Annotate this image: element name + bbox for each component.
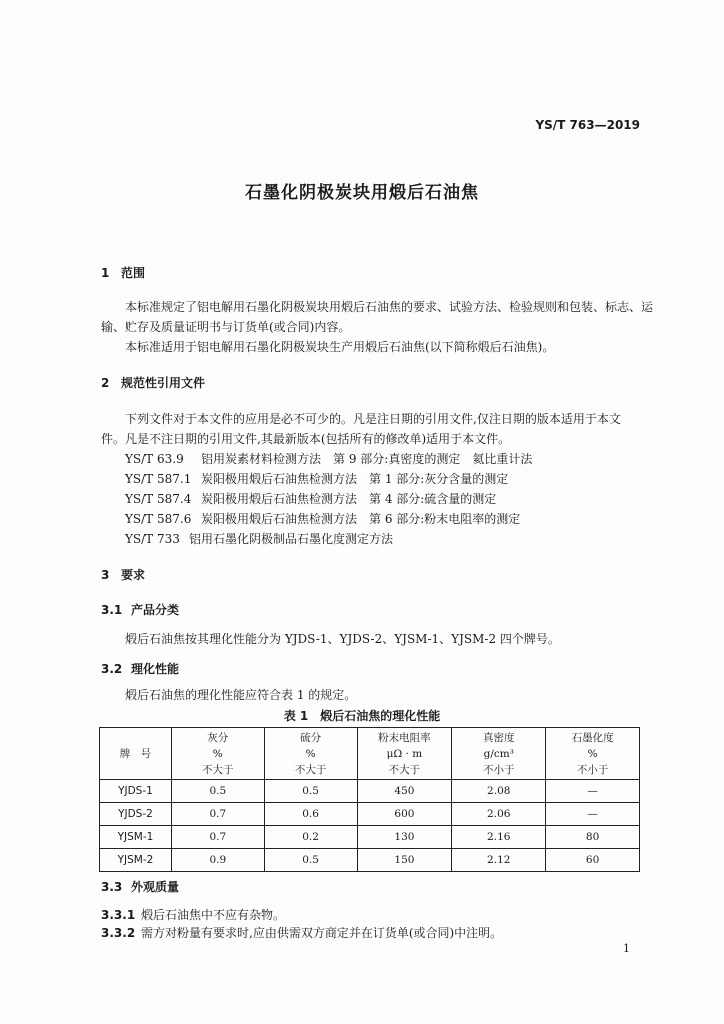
paragraph: 输、贮存及质量证明书与订货单(或合同)内容。 xyxy=(101,320,351,334)
column-limit: 不大于 xyxy=(202,763,234,776)
reference-title: 铝用石墨化阴极制品石墨化度测定方法 xyxy=(189,532,394,546)
table-row xyxy=(100,826,640,849)
table-caption: 表 1 煅后石油焦的理化性能 xyxy=(283,709,441,723)
column-unit: % xyxy=(212,747,223,760)
column-name: 真密度 xyxy=(483,731,515,744)
column-header xyxy=(452,728,546,780)
column-name: 灰分 xyxy=(207,731,229,744)
table-cell: 2.12 xyxy=(452,849,546,872)
table-cell: 0.9 xyxy=(171,849,264,872)
reference-item xyxy=(125,510,520,527)
table-header-row xyxy=(100,728,640,780)
table-cell: 2.16 xyxy=(452,826,546,849)
reference-item xyxy=(125,450,532,467)
column-limit: 不大于 xyxy=(388,763,421,776)
clause-3-3-1 xyxy=(101,906,285,923)
table-cell: 0.2 xyxy=(264,826,357,849)
table-cell: 0.7 xyxy=(171,803,264,826)
clause-text: 需方对粉量有要求时,应由供需双方商定并在订货单(或合同)中注明。 xyxy=(141,926,503,940)
subsection-title: 理化性能 xyxy=(131,662,180,676)
paragraph: 煅后石油焦的理化性能应符合表 1 的规定。 xyxy=(125,688,357,702)
column-unit: % xyxy=(587,747,598,760)
reference-title: 炭阳极用煅后石油焦检测方法 xyxy=(201,472,358,486)
column-header xyxy=(546,728,640,780)
reference-title: 炭阳极用煅后石油焦检测方法 xyxy=(201,492,358,506)
table-row xyxy=(100,849,640,872)
section-number: 3 xyxy=(101,568,110,582)
section-1-heading xyxy=(101,264,145,281)
table-cell: — xyxy=(546,803,640,826)
section-number: 1 xyxy=(101,266,110,280)
reference-code: YS/T 587.6 xyxy=(125,512,192,526)
subsection-3-1-heading xyxy=(101,601,179,618)
subsection-title: 外观质量 xyxy=(131,880,180,894)
page-number: 1 xyxy=(623,942,630,955)
reference-code: YS/T 587.1 xyxy=(125,472,192,486)
reference-title: 炭阳极用煅后石油焦检测方法 xyxy=(201,512,358,526)
table-cell: 0.6 xyxy=(264,803,357,826)
subsection-number: 3.1 xyxy=(101,603,123,617)
table-cell: 130 xyxy=(357,826,452,849)
column-name: 石墨化度 xyxy=(571,731,614,744)
section-3-heading xyxy=(101,566,145,583)
standard-code: YS/T 763—2019 xyxy=(535,118,640,132)
reference-code: YS/T 587.4 xyxy=(125,492,192,506)
table-cell: 2.08 xyxy=(452,780,546,803)
grade-cell: YJSM-2 xyxy=(100,849,172,872)
paragraph: 本标准规定了铝电解用石墨化阴极炭块用煅后石油焦的要求、试验方法、检验规则和包装、标志、运 xyxy=(125,300,654,314)
section-title: 要求 xyxy=(121,568,146,582)
table-cell: 150 xyxy=(357,849,452,872)
subsection-number: 3.3 xyxy=(101,880,123,894)
table-cell: 2.06 xyxy=(452,803,546,826)
reference-code: YS/T 733 xyxy=(125,532,180,546)
clause-3-3-2 xyxy=(101,924,502,941)
section-title: 范围 xyxy=(121,266,146,280)
table-cell: 0.5 xyxy=(171,780,264,803)
reference-item xyxy=(125,490,496,507)
table-cell: 0.5 xyxy=(264,780,357,803)
table-row xyxy=(100,780,640,803)
reference-code: YS/T 63.9 xyxy=(125,452,184,466)
column-unit: μΩ · m xyxy=(386,747,423,760)
column-unit: g/cm³ xyxy=(483,747,514,760)
reference-item xyxy=(125,470,508,487)
table-cell: 450 xyxy=(357,780,452,803)
reference-item xyxy=(125,530,393,547)
paragraph: 下列文件对于本文件的应用是必不可少的。凡是注日期的引用文件,仅注日期的版本适用于本文 xyxy=(125,412,621,426)
column-header xyxy=(264,728,357,780)
document-title: 石墨化阴极炭块用煅后石油焦 xyxy=(245,183,479,203)
column-limit: 不大于 xyxy=(294,763,327,776)
column-limit: 不小于 xyxy=(483,763,515,776)
column-name: 硫分 xyxy=(300,731,322,744)
column-name: 粉末电阻率 xyxy=(378,731,431,744)
subsection-title: 产品分类 xyxy=(131,603,180,617)
table-cell: 60 xyxy=(546,849,640,872)
column-limit: 不小于 xyxy=(576,763,609,776)
table-cell: 0.7 xyxy=(171,826,264,849)
section-2-heading xyxy=(101,374,205,391)
clause-number: 3.3.1 xyxy=(101,908,136,922)
section-number: 2 xyxy=(101,376,110,390)
grade-cell: YJDS-1 xyxy=(100,780,172,803)
column-header xyxy=(357,728,452,780)
grade-header: 牌 号 xyxy=(100,728,172,780)
reference-part: 第 6 部分:粉末电阻率的测定 xyxy=(369,512,521,526)
column-unit: % xyxy=(305,747,316,760)
subsection-number: 3.2 xyxy=(101,662,123,676)
clause-number: 3.3.2 xyxy=(101,926,136,940)
subsection-3-3-heading xyxy=(101,878,179,895)
properties-table xyxy=(99,727,640,872)
paragraph: 件。凡是不注日期的引用文件,其最新版本(包括所有的修改单)适用于本文件。 xyxy=(101,432,511,446)
section-title: 规范性引用文件 xyxy=(121,376,206,390)
grade-cell: YJSM-1 xyxy=(100,826,172,849)
table-cell: 0.5 xyxy=(264,849,357,872)
reference-title: 铝用炭素材料检测方法 xyxy=(201,452,322,466)
reference-part: 第 1 部分:灰分含量的测定 xyxy=(369,472,509,486)
reference-part: 第 4 部分:硫含量的测定 xyxy=(369,492,497,506)
grade-cell: YJDS-2 xyxy=(100,803,172,826)
paragraph: 本标准适用于铝电解用石墨化阴极炭块生产用煅后石油焦(以下简称煅后石油焦)。 xyxy=(125,340,555,354)
table-cell: — xyxy=(546,780,640,803)
reference-part: 第 9 部分:真密度的测定 氦比重计法 xyxy=(333,452,533,466)
clause-text: 煅后石油焦中不应有杂物。 xyxy=(141,908,286,922)
column-header xyxy=(171,728,264,780)
table-row xyxy=(100,803,640,826)
table-cell: 80 xyxy=(546,826,640,849)
paragraph: 煅后石油焦按其理化性能分为 YJDS-1、YJDS-2、YJSM-1、YJSM-2 四个牌号。 xyxy=(125,632,560,646)
subsection-3-2-heading xyxy=(101,660,179,677)
table-cell: 600 xyxy=(357,803,452,826)
